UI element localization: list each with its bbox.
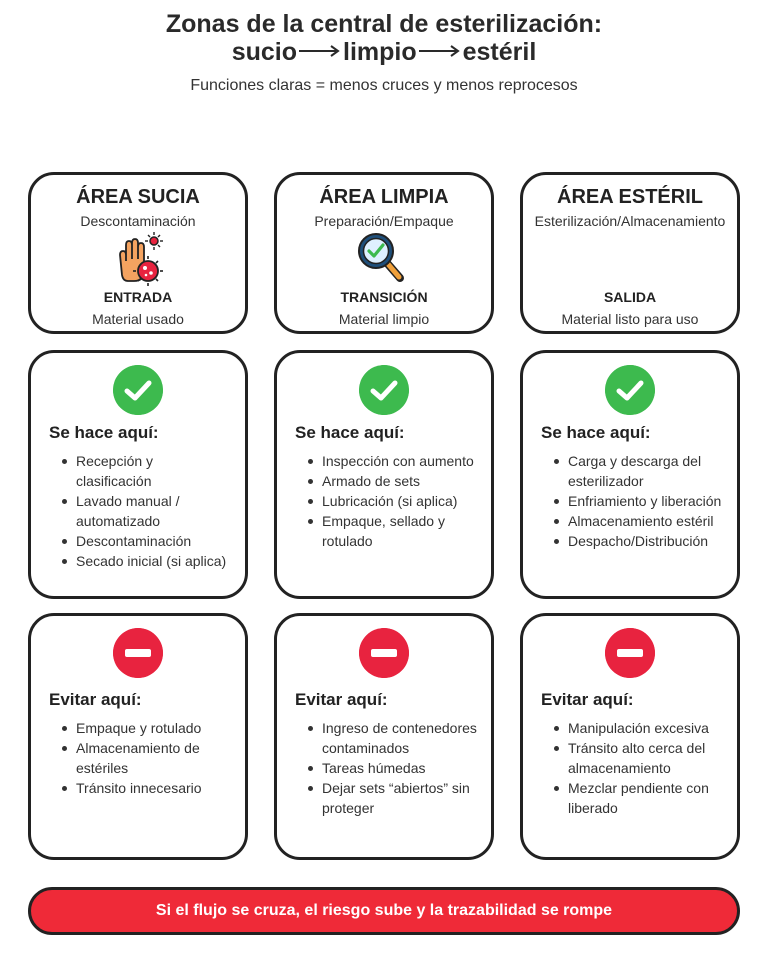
warning-banner: Si el flujo se cruza, el riesgo sube y la trazabilidad se rompe	[28, 887, 740, 935]
avoid-card-clean	[274, 613, 494, 860]
list-item: Armado de sets	[307, 471, 477, 491]
area-title: ÁREA ESTÉRIL	[557, 186, 703, 208]
title-flow	[0, 38, 768, 66]
page-subtitle: Funciones claras = menos cruces y menos reprocesos	[190, 77, 578, 94]
arrow-right-icon	[298, 44, 342, 58]
area-role: SALIDA	[603, 289, 657, 305]
list-item: Lavado manual / automatizado	[61, 491, 231, 531]
magnifier-check-icon	[354, 231, 414, 287]
flow-step-sterile: estéril	[462, 38, 537, 66]
list-item: Ingreso de contenedores contaminados	[307, 718, 477, 758]
do-card-clean	[274, 350, 494, 599]
list-item: Almacenamiento de estériles	[61, 738, 231, 778]
flow-step-clean: limpio	[343, 38, 417, 66]
area-subtitle: Esterilización/Almacenamiento	[534, 213, 726, 229]
area-role: TRANSICIÓN	[340, 289, 428, 305]
area-role-desc: Material limpio	[338, 311, 430, 327]
do-card-sterile	[520, 350, 740, 599]
avoid-label: Evitar aquí:	[541, 690, 634, 709]
do-list	[307, 451, 477, 551]
do-label: Se hace aquí:	[49, 423, 159, 442]
list-item: Lubricación (si aplica)	[307, 491, 477, 511]
do-card-dirty	[28, 350, 248, 599]
area-subtitle: Preparación/Empaque	[314, 213, 454, 229]
avoid-list	[307, 718, 477, 818]
check-circle-icon	[113, 365, 163, 415]
page-title	[0, 10, 768, 66]
no-entry-icon	[605, 628, 655, 678]
avoid-card-dirty	[28, 613, 248, 860]
list-item: Despacho/Distribución	[553, 531, 723, 551]
contaminated-hand-icon	[108, 231, 168, 287]
list-item: Secado inicial (si aplica)	[61, 551, 231, 571]
area-role-desc: Material usado	[92, 311, 184, 327]
area-role: ENTRADA	[103, 289, 173, 305]
list-item: Tareas húmedas	[307, 758, 477, 778]
list-item: Enfriamiento y liberación	[553, 491, 723, 511]
list-item: Almacenamiento estéril	[553, 511, 723, 531]
list-item: Tránsito innecesario	[61, 778, 231, 798]
area-card-clean	[274, 172, 494, 334]
area-title: ÁREA SUCIA	[76, 186, 200, 208]
no-entry-icon	[113, 628, 163, 678]
list-item: Carga y descarga del esterilizador	[553, 451, 723, 491]
avoid-list	[553, 718, 723, 818]
avoid-card-sterile	[520, 613, 740, 860]
list-item: Dejar sets “abiertos” sin proteger	[307, 778, 477, 818]
list-item: Empaque y rotulado	[61, 718, 231, 738]
area-subtitle: Descontaminación	[80, 213, 196, 229]
arrow-right-icon	[418, 44, 462, 58]
check-circle-icon	[605, 365, 655, 415]
list-item: Mezclar pendiente con liberado	[553, 778, 723, 818]
do-label: Se hace aquí:	[541, 423, 651, 442]
list-item: Tránsito alto cerca del almacenamiento	[553, 738, 723, 778]
area-card-dirty	[28, 172, 248, 334]
list-item: Descontaminación	[61, 531, 231, 551]
avoid-label: Evitar aquí:	[295, 690, 388, 709]
do-list	[61, 451, 231, 571]
area-card-sterile	[520, 172, 740, 334]
do-list	[553, 451, 723, 551]
no-entry-icon	[359, 628, 409, 678]
list-item: Recepción y clasificación	[61, 451, 231, 491]
title-line1: Zonas de la central de esterilización:	[165, 10, 603, 38]
do-label: Se hace aquí:	[295, 423, 405, 442]
list-item: Empaque, sellado y rotulado	[307, 511, 477, 551]
list-item: Manipulación excesiva	[553, 718, 723, 738]
avoid-list	[61, 718, 231, 798]
avoid-label: Evitar aquí:	[49, 690, 142, 709]
list-item: Inspección con aumento	[307, 451, 477, 471]
area-title: ÁREA LIMPIA	[319, 186, 449, 208]
area-role-desc: Material listo para uso	[561, 311, 699, 327]
flow-step-dirty: sucio	[231, 38, 297, 66]
check-circle-icon	[359, 365, 409, 415]
